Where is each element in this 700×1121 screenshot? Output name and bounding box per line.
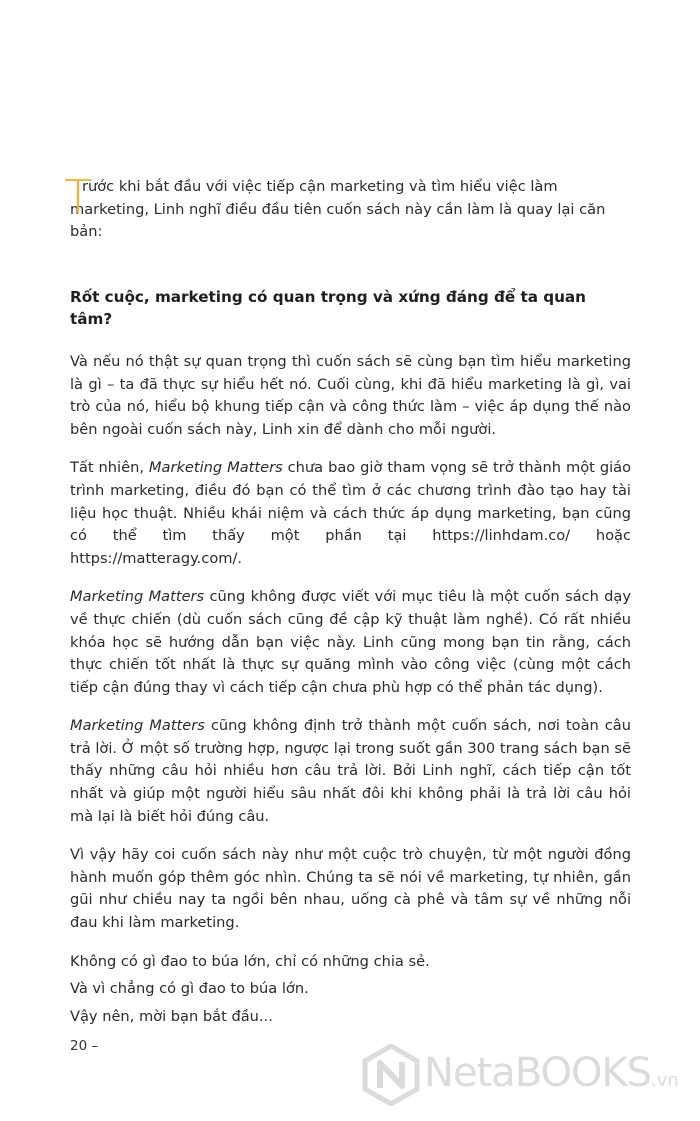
page-content (64, 170, 632, 1033)
drop-cap: T (64, 170, 93, 224)
paragraph-4 (70, 715, 631, 828)
paragraph-2-post: chưa bao giờ tham vọng sẽ trở thành một giáo trình marketing, điều đó bạn có thể tìm ở các chương trình đào tạo hay tài liệu học thuật. Nhiều khái niệm và cách thức áp dụng marketing, bạn cũng có thể tìm thấy một phần tại https://linhdam.co/ hoặc https://matteragy.com/. (70, 459, 632, 567)
watermark-text (424, 1050, 679, 1096)
section-heading: Rốt cuộc, marketing có quan trọng và xứng đáng để ta quan tâm? (70, 287, 586, 329)
paragraph-1: Và nếu nó thật sự quan trọng thì cuốn sách sẽ cùng bạn tìm hiểu marketing là gì – ta đã thực sự hiểu hết nó. Cuối cùng, khi đã hiểu marketing là gì, vai trò của nó, hiểu bộ khung tiếp cận và công thức làm – việc áp dụng thế nào bên ngoài cuốn sách này, Linh xin để dành cho mỗi người. (70, 352, 631, 438)
watermark-brand: NetaBOOKS (424, 1050, 652, 1096)
netabooks-logo-icon (362, 1044, 420, 1106)
closing-line-1: Không có gì đao to búa lớn, chỉ có những chia sẻ. (70, 952, 430, 970)
paragraph-2 (70, 457, 631, 570)
watermark-suffix: .vn (651, 1070, 679, 1091)
paragraph-4-post: cũng không định trở thành một cuốn sách, nơi toàn câu trả lời. Ở một số trường hợp, ngược lại trong suốt gần 300 trang sách bạn sẽ thấy những câu hỏi nhiều hơn câu trả lời. Bởi Linh nghĩ, cách tiếp cận tốt nhất và giúp một người hiểu sâu nhất đôi khi không phải là trả lời câu hỏi mà lại là biết hỏi đúng câu. (70, 717, 632, 825)
closing-line-3: Vậy nên, mời bạn bắt đầu... (70, 1007, 273, 1025)
book-title-italic: Marketing Matters (70, 717, 205, 735)
book-title-italic: Marketing Matters (70, 588, 205, 606)
page-number: 20 – (70, 1038, 99, 1054)
paragraph-3-post: cũng không được viết với mục tiêu là một cuốn sách dạy về thực chiến (dù cuốn sách cũng đề cập kỹ thuật làm nghề). Có rất nhiều khóa học sẽ hướng dẫn bạn việc này. Linh cũng mong bạn tin rằng, cách thực chiến tốt nhất là thực sự quăng mình vào công việc (cùng một cách tiếp cận đúng thay vì cách tiếp cận chưa phù hợp có thể phản tác dụng). (70, 588, 632, 696)
intro-paragraph (64, 170, 631, 244)
watermark (362, 1042, 692, 1112)
paragraph-2-pre: Tất nhiên, (70, 459, 149, 477)
paragraph-3 (70, 586, 631, 699)
closing-line-2: Và vì chẳng có gì đao to búa lớn. (70, 980, 309, 998)
paragraph-5: Vì vậy hãy coi cuốn sách này như một cuộc trò chuyện, từ một người đồng hành muốn góp thêm góc nhìn. Chúng ta sẽ nói về marketing, tự nhiên, gần gũi như chiều nay ta ngồi bên nhau, uống cà phê và tâm sự về những nỗi đau khi làm marketing. (70, 846, 631, 932)
intro-text: rước khi bắt đầu với việc tiếp cận marketing và tìm hiểu việc làm marketing, Linh nghĩ điều đầu tiên cuốn sách này cần làm là quay lại căn bản: (70, 178, 606, 241)
book-title-italic: Marketing Matters (148, 459, 283, 477)
